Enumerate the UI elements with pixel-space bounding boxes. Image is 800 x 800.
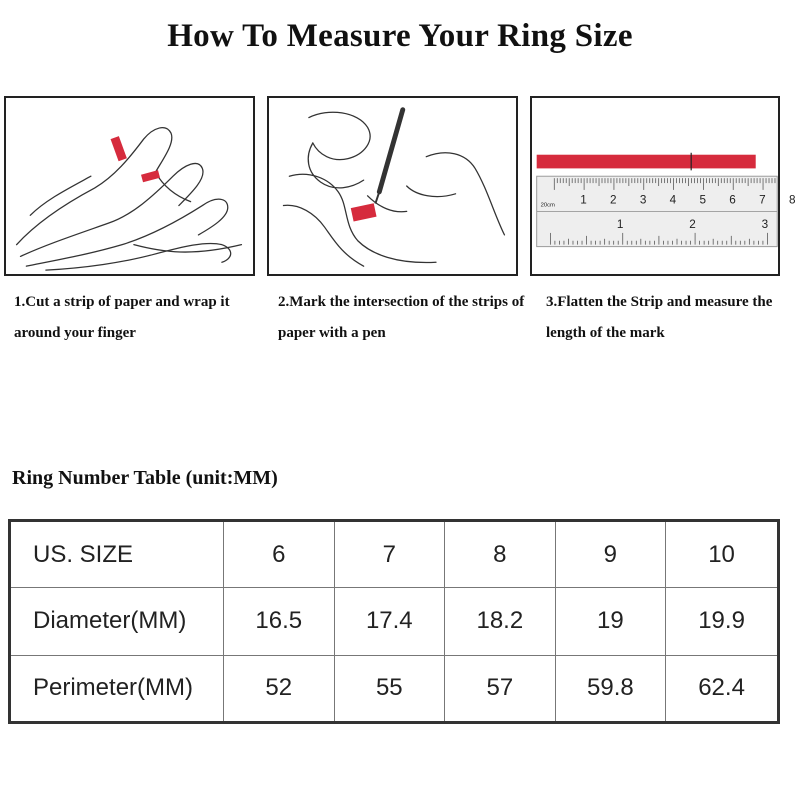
table-row	[10, 588, 779, 655]
table-cell: 18.2	[445, 588, 556, 655]
table-cell: 17.4	[334, 588, 445, 655]
step-1-text: 1.Cut a strip of paper and wrap it around your finger	[14, 294, 230, 341]
table-cell: 59.8	[555, 655, 666, 722]
ruler-label: 1	[580, 193, 587, 207]
ruler-label: 4	[669, 193, 677, 207]
hand-marking-pen-drawing	[269, 98, 516, 274]
table-cell: 52	[224, 655, 335, 722]
ruler-label: 3	[639, 193, 647, 207]
row-header: US. SIZE	[10, 521, 224, 588]
ruler-label: 2	[610, 193, 617, 207]
ruler-label: 8	[788, 193, 796, 207]
ruler-label: 3	[761, 218, 769, 232]
step-3-text: 3.Flatten the Strip and measure the length of the mark	[546, 294, 773, 341]
table-row	[10, 655, 779, 722]
hand-with-strip-drawing	[6, 98, 253, 274]
ruler-unit-label: 20cm	[540, 202, 555, 209]
ruler-label: 6	[729, 193, 736, 207]
step-2-text: 2.Mark the intersection of the strips of paper with a pen	[278, 294, 525, 341]
pen-icon	[379, 110, 402, 192]
step-1-illustration	[4, 96, 255, 276]
ring-size-table	[8, 519, 780, 724]
table-cell: 19	[555, 588, 666, 655]
table-cell: 8	[445, 521, 556, 588]
flattened-strip	[537, 155, 756, 169]
ruler-label: 5	[699, 193, 707, 207]
ruler-label: 7	[759, 193, 766, 207]
row-header: Perimeter(MM)	[10, 655, 224, 722]
table-cell: 62.4	[666, 655, 779, 722]
step-2-illustration	[267, 96, 518, 276]
table-cell: 19.9	[666, 588, 779, 655]
paper-strip-mark	[351, 203, 377, 221]
step-3-illustration	[530, 96, 796, 276]
table-cell: 10	[666, 521, 779, 588]
table-cell: 16.5	[224, 588, 335, 655]
ruler-drawing	[532, 98, 796, 274]
table-row	[10, 521, 779, 588]
ruler-label: 1	[616, 218, 624, 232]
paper-strip-mark	[111, 136, 127, 161]
table-cell: 6	[224, 521, 335, 588]
row-header: Diameter(MM)	[10, 588, 224, 655]
ruler-label: 2	[689, 218, 696, 232]
table-cell: 9	[555, 521, 666, 588]
table-cell: 57	[445, 655, 556, 722]
ring-table-title: Ring Number Table (unit:MM)	[12, 467, 278, 489]
table-cell: 7	[334, 521, 445, 588]
table-cell: 55	[334, 655, 445, 722]
page-title: How To Measure Your Ring Size	[167, 18, 633, 54]
